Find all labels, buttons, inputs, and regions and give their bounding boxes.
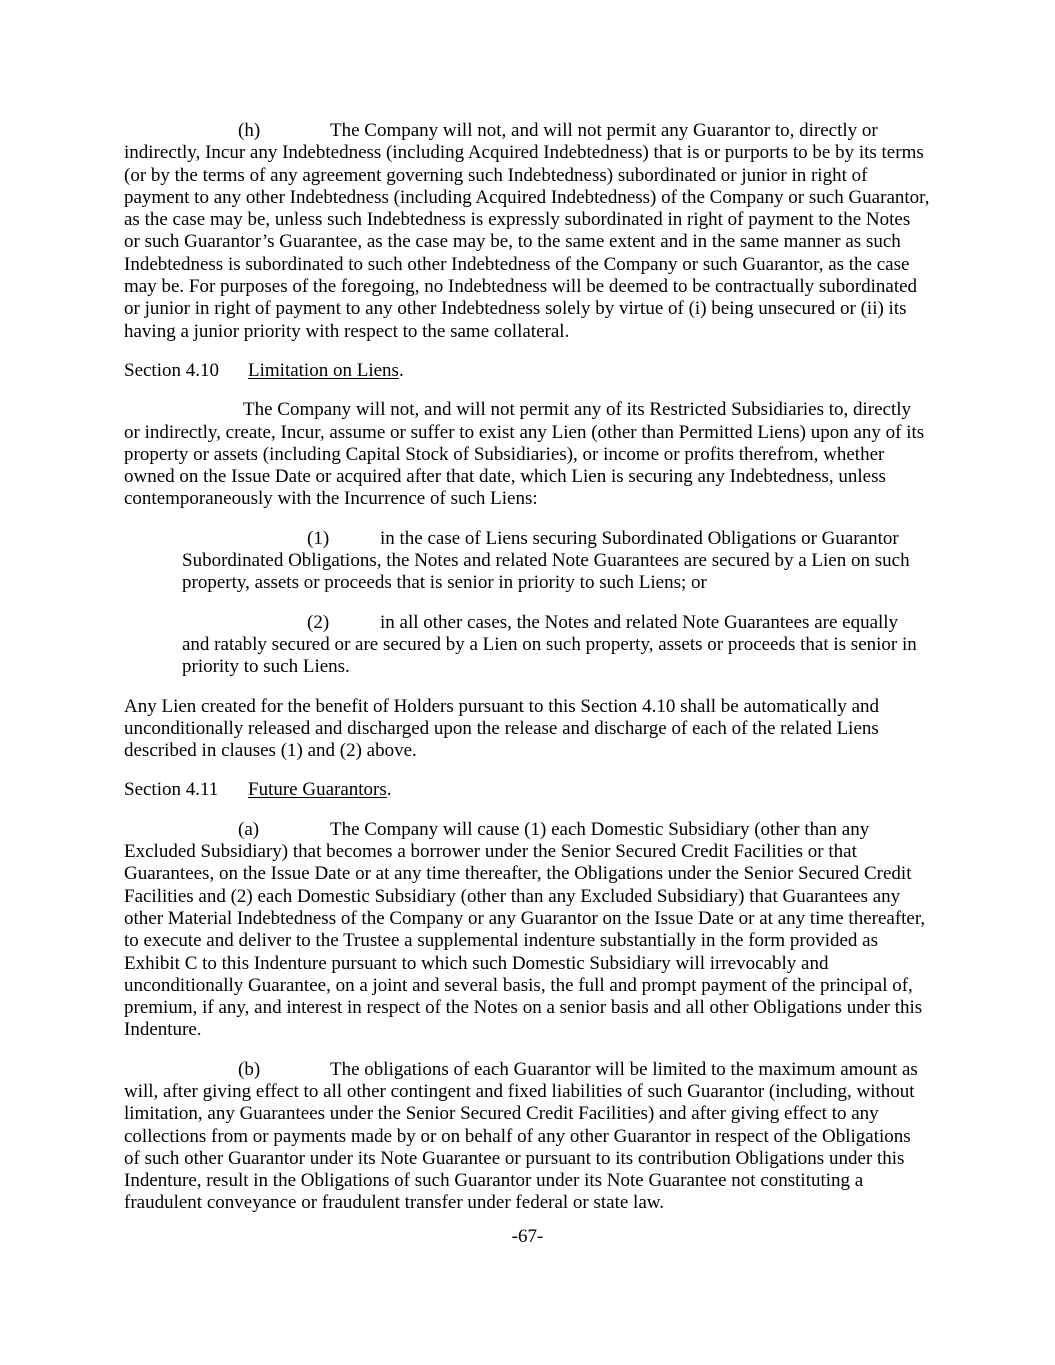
clause-2-text: in all other cases, the Notes and related Note Guarantees are equally and ratably secured or are secured by a Lien on such property, assets or proceeds that is senior in priority to such Liens. <box>182 611 917 678</box>
section-4-11-number: Section 4.11 <box>124 779 219 801</box>
paragraph-b-label: (b) <box>238 1058 261 1080</box>
paragraph-a-label: (a) <box>238 818 260 840</box>
clause-1 <box>182 528 930 595</box>
section-4-10-period: . <box>398 359 404 381</box>
section-heading-4-10 <box>124 360 930 382</box>
paragraph-b-text: The obligations of each Guarantor will be limited to the maximum amount as will, after giving effect to all other contingent and fixed liabilities of such Guarantor (including, without limitation, any Guarantees under the Senior Secured Credit Facilities) and after giving effect to any collections from or payments made by or on behalf of any other Guarantor in respect of the Obligations of such other Guarantor under its Note Guarantee or pursuant to its contribution Obligations under this Indenture, result in the Obligations of such Guarantor under its Note Guarantee not constituting a fraudulent conveyance or fraudulent transfer under federal or state law. <box>124 1058 918 1214</box>
paragraph-h-label: (h) <box>238 120 261 141</box>
paragraph-a <box>124 819 930 1042</box>
clause-2-label: (2) <box>307 611 330 633</box>
paragraph-a-text: The Company will cause (1) each Domestic Subsidiary (other than any Excluded Subsidiary) that becomes a borrower under the Senior Secured Credit Facilities or that Guarantees, on the Issue Date or at any time thereafter, the Obligations under the Senior Secured Credit Facilities and (2) each Domestic Subsidiary (other than any Excluded Subsidiary) that Guarantees any other Material Indebtedness of the Company or any Guarantor on the Issue Date or at any time thereafter, to execute and deliver to the Trustee a supplemental indenture substantially in the form provided as Exhibit C to this Indenture pursuant to which such Domestic Subsidiary will irrevocably and unconditionally Guarantee, on a joint and several basis, the full and prompt payment of the principal of, premium, if any, and interest in respect of the Notes on a senior basis and all other Obligations under this Indenture. <box>124 818 926 1041</box>
page-number: -67- <box>511 1226 544 1247</box>
paragraph-lien-release: Any Lien created for the benefit of Holders pursuant to this Section 4.10 shall be automatically and unconditionally released and discharged upon the release and discharge of each of the related Liens described in clauses (1) and (2) above. <box>124 695 880 762</box>
paragraph-b <box>124 1059 930 1215</box>
section-4-11-title: Future Guarantors <box>248 779 387 801</box>
section-4-10-title: Limitation on Liens <box>248 359 399 381</box>
section-4-11-period: . <box>386 779 392 801</box>
clause-1-label: (1) <box>307 527 330 549</box>
section-4-10-number: Section 4.10 <box>124 359 219 381</box>
clause-2 <box>182 612 930 679</box>
paragraph-h-text: The Company will not, and will not permit any Guarantor to, directly or indirectly, Incur any Indebtedness (including Acquired Indebtedness) that is or purports to be by its terms (or by the terms of any agreement governing such Indebtedness) subordinated or junior in right of payment to any other Indebtedness (including Acquired Indebtedness) of the Company or such Guarantor, as the case may be, unless such Indebtedness is expressly subordinated in right of payment to the Notes or such Guarantor’s Guarantee, as the case may be, to the same extent and in the same manner as such Indebtedness is subordinated to such other Indebtedness of the Company or such Guarantor, as the case may be. For purposes of the foregoing, no Indebtedness will be deemed to be contractually subordinated or junior in right of payment to any other Indebtedness solely by virtue of (i) being unsecured or (ii) its having a junior priority with respect to the same collateral. <box>124 120 930 342</box>
paragraph-4-10-intro: The Company will not, and will not permit any of its Restricted Subsidiaries to, directly or indirectly, create, Incur, assume or suffer to exist any Lien (other than Permitted Liens) upon any of its property or assets (including Capital Stock of Subsidiaries), or income or profits therefrom, whether owned on the Issue Date or acquired after that date, which Lien is securing any Indebtedness, unless contemporaneously with the Incurrence of such Liens: <box>124 399 925 510</box>
paragraph-h <box>124 120 930 343</box>
clause-1-text: in the case of Liens securing Subordinated Obligations or Guarantor Subordinated Obligations, the Notes and related Note Guarantees are secured by a Lien on such property, assets or proceeds that is senior in priority to such Liens; or <box>182 527 910 594</box>
section-heading-4-11 <box>124 779 930 801</box>
